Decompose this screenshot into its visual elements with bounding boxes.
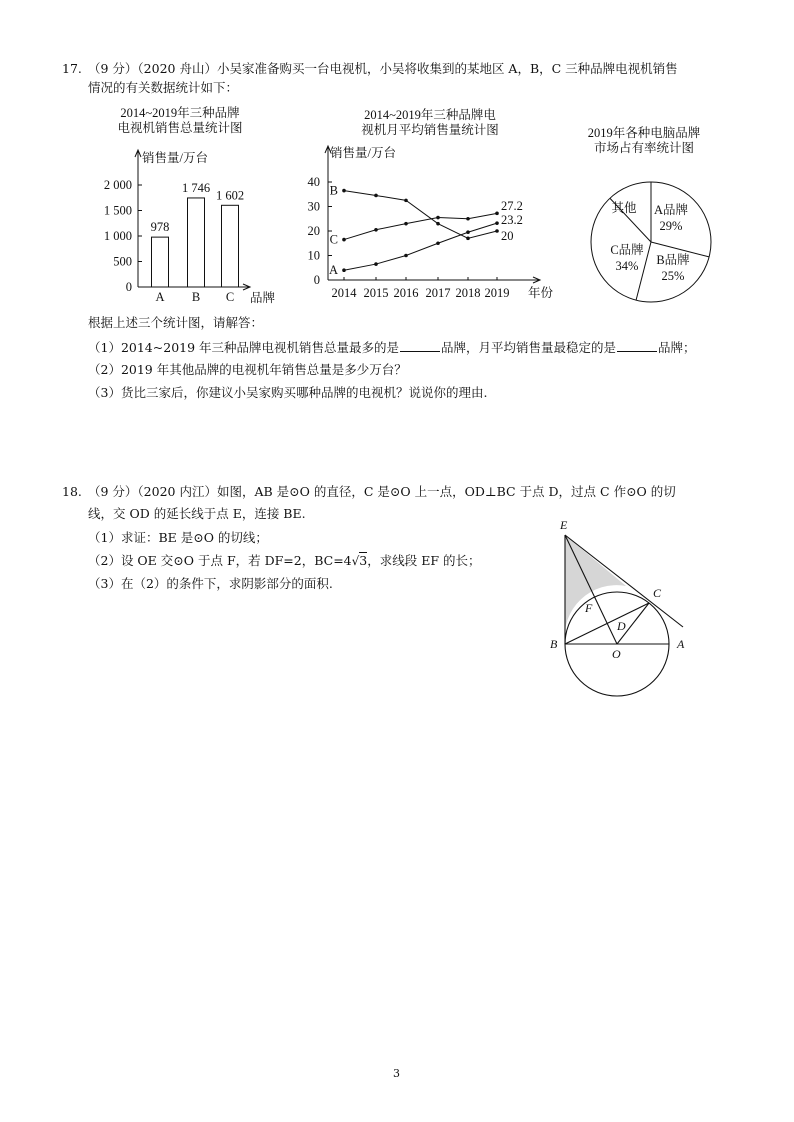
line-series-label: B bbox=[329, 183, 338, 198]
chord-bc bbox=[565, 603, 649, 644]
pie-slice-3-label: C品牌 bbox=[610, 243, 644, 257]
label-e: E bbox=[560, 518, 568, 532]
q17-sub1-part3: 品牌； bbox=[658, 340, 696, 355]
line-series-label: C bbox=[329, 232, 338, 247]
q18-sub3: （3）在（2）的条件下，求阴影部分的面积. bbox=[88, 576, 333, 591]
q17-number: 17. bbox=[62, 61, 82, 76]
line-title-line-1: 2014~2019年三种品牌电 bbox=[364, 108, 496, 122]
label-c: C bbox=[653, 586, 662, 600]
q17-sub1-part2: 品牌，月平均销售量最稳定的是 bbox=[441, 340, 617, 355]
bar-value-label: 1 602 bbox=[215, 188, 245, 203]
label-a: A bbox=[677, 637, 685, 651]
line-series-label: A bbox=[328, 263, 338, 278]
pie-slice-2-pct: 25% bbox=[661, 269, 685, 283]
bar-ytick-label: 1 500 bbox=[103, 203, 132, 218]
pie-slice-1-label: A品牌 bbox=[653, 203, 689, 217]
q18-number: 18. bbox=[62, 484, 82, 499]
line-ytick-label: 10 bbox=[307, 248, 320, 263]
sqrt-symbol: √ bbox=[351, 554, 360, 568]
bar-xlabel: 品牌 bbox=[250, 291, 276, 305]
line-ytick-label: 40 bbox=[307, 175, 320, 189]
line-ytick-label: 20 bbox=[307, 224, 320, 238]
q18-sub1: （1）求证：BE 是⊙O 的切线； bbox=[88, 530, 268, 545]
pie-slice-1-pct: 29% bbox=[659, 219, 683, 233]
bar-category-label: B bbox=[191, 290, 201, 304]
q18-sub2-root: 3 bbox=[359, 553, 368, 568]
q18-sub2-part1: （2）设 OE 交⊙O 于点 F，若 DF=2，BC=4 bbox=[88, 553, 352, 568]
line-end-label: 20 bbox=[501, 229, 514, 243]
line-xtick-label: 2014 bbox=[331, 286, 357, 300]
line-xtick-label: 2017 bbox=[425, 286, 451, 300]
q17-header-cont: 情况的有关数据统计如下： bbox=[88, 80, 239, 95]
line-ytick-label: 0 bbox=[313, 273, 320, 287]
bar-ytick-label: 0 bbox=[125, 280, 132, 294]
line-end-label: 27.2 bbox=[501, 199, 523, 213]
pie-title-line-2: 市场占有率统计图 bbox=[593, 141, 695, 155]
page-number: 3 bbox=[393, 1067, 400, 1080]
line-xtick-label: 2018 bbox=[455, 286, 481, 300]
label-f: F bbox=[585, 601, 593, 615]
bar-category-label: A bbox=[155, 290, 165, 304]
line-ylabel: 销售量/万台 bbox=[330, 146, 396, 160]
bar-ytick-label: 1 000 bbox=[103, 229, 132, 243]
line-end-label: 23.2 bbox=[501, 213, 523, 227]
pie-slice-4-label: 其他 bbox=[611, 201, 637, 215]
bar-category-label: C bbox=[225, 290, 235, 304]
line-xtick-label: 2015 bbox=[363, 286, 389, 300]
q18-line2: 线，交 OD 的延长线于点 E，连接 BE. bbox=[88, 506, 306, 521]
q17-intro: 根据上述三个统计图，请解答： bbox=[88, 315, 264, 330]
pie-title-line-1: 2019年各种电脑品牌 bbox=[587, 126, 701, 140]
pie-slice-3-pct: 34% bbox=[615, 259, 639, 273]
label-o: O bbox=[612, 647, 621, 661]
q17-sub1-part1: （1）2014~2019 年三种品牌电视机销售总量最多的是 bbox=[88, 340, 400, 355]
bar-title-line-2: 电视机销售总量统计图 bbox=[117, 121, 243, 135]
q18-sub2-part2: ，求线段 EF 的长； bbox=[367, 553, 481, 568]
bar-value-label: 978 bbox=[150, 220, 170, 235]
bar-value-label: 1 746 bbox=[181, 180, 211, 195]
bar-title-line-1: 2014~2019年三种品牌 bbox=[120, 106, 240, 120]
label-b: B bbox=[550, 637, 558, 651]
pie-slice-2-label: B品牌 bbox=[656, 253, 690, 267]
line-xtick-label: 2016 bbox=[393, 286, 419, 300]
line-ytick-label: 30 bbox=[307, 199, 320, 214]
bar-ytick-label: 2 000 bbox=[103, 178, 132, 192]
line-xlabel: 年份 bbox=[528, 286, 554, 300]
bar-ytick-label: 500 bbox=[113, 254, 132, 269]
bar-ylabel: 销售量/万台 bbox=[142, 151, 208, 165]
q17-sub3: （3）货比三家后，你建议小吴家购买哪种品牌的电视机？说说你的理由. bbox=[88, 385, 488, 400]
line-xtick-label: 2019 bbox=[484, 286, 510, 300]
q17-header: （9 分）（2020 舟山）小吴家准备购买一台电视机，小吴将收集到的某地区 A，B，C 三种品牌电视机销售 bbox=[88, 61, 678, 76]
label-d: D bbox=[617, 619, 626, 633]
q17-sub2: （2）2019 年其他品牌的电视机年销售总量是多少万台？ bbox=[88, 362, 407, 377]
q18-line1: （9 分）（2020 内江）如图，AB 是⊙O 的直径，C 是⊙O 上一点，OD⊥BC 于点 D，过点 C 作⊙O 的切 bbox=[88, 484, 676, 499]
line-title-line-2: 视机月平均销售量统计图 bbox=[361, 123, 499, 137]
